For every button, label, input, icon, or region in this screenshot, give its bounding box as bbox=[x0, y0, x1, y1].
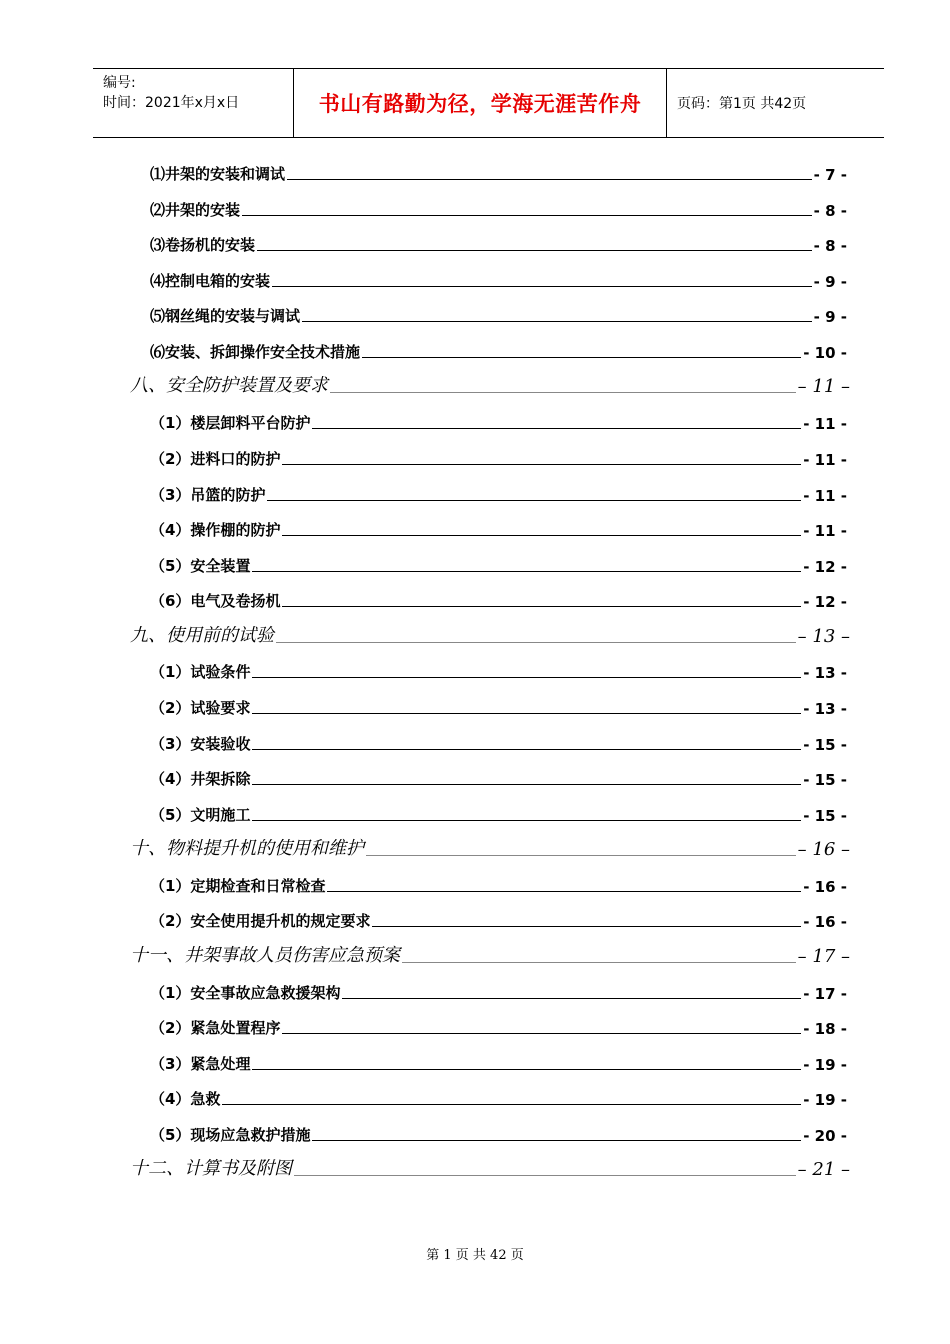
toc-entry-label: 八、安全防护装置及要求 bbox=[130, 375, 328, 396]
toc-leader-line bbox=[287, 178, 812, 180]
toc-entry[interactable] bbox=[150, 233, 847, 255]
toc-entry[interactable] bbox=[130, 1158, 850, 1180]
toc-entry[interactable] bbox=[130, 838, 850, 860]
toc-entry[interactable] bbox=[150, 1052, 847, 1074]
toc-leader-line bbox=[272, 285, 812, 287]
toc-leader-line bbox=[252, 676, 801, 678]
toc-entry[interactable] bbox=[150, 304, 847, 326]
toc-entry-page: - 11 - bbox=[803, 451, 847, 469]
toc-entry[interactable] bbox=[150, 874, 847, 896]
toc-entry-label: （1）安全事故应急救援架构 bbox=[150, 984, 341, 1002]
toc-entry-page: - 8 - bbox=[813, 237, 847, 255]
page-footer: 第 1 页 共 42 页 bbox=[426, 1248, 524, 1263]
toc-entry-label: （5）安全装置 bbox=[150, 557, 251, 575]
toc-leader-line bbox=[362, 356, 801, 358]
toc-entry[interactable] bbox=[130, 625, 850, 647]
toc-leader-line bbox=[242, 214, 812, 216]
toc-entry-page: – 21 – bbox=[797, 1159, 850, 1180]
toc-entry-page: - 13 - bbox=[803, 700, 847, 718]
toc-entry[interactable] bbox=[150, 554, 847, 576]
toc-entry[interactable] bbox=[150, 340, 847, 362]
toc-entry[interactable] bbox=[150, 981, 847, 1003]
toc-entry-label: （2）试验要求 bbox=[150, 699, 251, 717]
toc-leader-line bbox=[366, 854, 796, 856]
toc-leader-line bbox=[252, 712, 801, 714]
toc-entry[interactable] bbox=[150, 1087, 847, 1109]
toc-entry-label: ⑹安装、拆卸操作安全技术措施 bbox=[150, 343, 361, 361]
toc-leader-line bbox=[252, 783, 801, 785]
toc-entry-page: - 15 - bbox=[803, 771, 847, 789]
toc-entry[interactable] bbox=[150, 1123, 847, 1145]
toc-entry-label: （3）紧急处理 bbox=[150, 1055, 251, 1073]
toc-entry[interactable] bbox=[150, 767, 847, 789]
toc-entry-page: - 20 - bbox=[803, 1127, 847, 1145]
toc-entry-page: – 13 – bbox=[797, 626, 850, 647]
toc-entry-page: – 16 – bbox=[797, 839, 850, 860]
toc-leader-line bbox=[252, 748, 801, 750]
toc-entry-page: - 10 - bbox=[803, 344, 847, 362]
toc-entry[interactable] bbox=[150, 1016, 847, 1038]
toc-entry-label: ⑵井架的安装 bbox=[150, 201, 241, 219]
toc-entry-page: - 15 - bbox=[803, 736, 847, 754]
toc-entry-label: （6）电气及卷扬机 bbox=[150, 592, 281, 610]
toc-entry-label: （2）进料口的防护 bbox=[150, 450, 281, 468]
toc-entry-page: - 7 - bbox=[813, 166, 847, 184]
toc-entry-label: 九、使用前的试验 bbox=[130, 625, 274, 646]
toc-leader-line bbox=[342, 997, 801, 999]
toc-entry-page: - 12 - bbox=[803, 593, 847, 611]
toc-entry[interactable] bbox=[150, 518, 847, 540]
toc-entry-page: - 11 - bbox=[803, 487, 847, 505]
toc-leader-line bbox=[267, 499, 801, 501]
toc-leader-line bbox=[222, 1103, 801, 1105]
toc-entry-page: - 19 - bbox=[803, 1091, 847, 1109]
toc-entry-label: （4）急救 bbox=[150, 1090, 221, 1108]
toc-entry-page: - 8 - bbox=[813, 202, 847, 220]
toc-entry[interactable] bbox=[150, 447, 847, 469]
toc-leader-line bbox=[302, 320, 812, 322]
serial-label: 编号: bbox=[103, 75, 136, 91]
toc-entry-page: - 18 - bbox=[803, 1020, 847, 1038]
toc-entry[interactable] bbox=[150, 198, 847, 220]
toc-entry-label: （5）文明施工 bbox=[150, 806, 251, 824]
toc-leader-line bbox=[327, 890, 801, 892]
header-meta bbox=[93, 69, 294, 137]
toc-entry[interactable] bbox=[150, 909, 847, 931]
toc-leader-line bbox=[282, 605, 801, 607]
toc-leader-line bbox=[372, 925, 801, 927]
toc-leader-line bbox=[276, 641, 796, 643]
toc-entry-label: （3）安装验收 bbox=[150, 735, 251, 753]
toc-leader-line bbox=[252, 570, 801, 572]
toc-leader-line bbox=[257, 249, 812, 251]
toc-leader-line bbox=[252, 1068, 801, 1070]
toc-entry-label: （1）定期检查和日常检查 bbox=[150, 877, 326, 895]
toc-entry[interactable] bbox=[150, 696, 847, 718]
toc-entry-label: ⑶卷扬机的安装 bbox=[150, 236, 256, 254]
toc-entry-label: ⑸钢丝绳的安装与调试 bbox=[150, 307, 301, 325]
toc-entry-page: - 9 - bbox=[813, 273, 847, 291]
toc-leader-line bbox=[294, 1174, 796, 1176]
toc-entry-label: （4）井架拆除 bbox=[150, 770, 251, 788]
toc-leader-line bbox=[282, 534, 801, 536]
toc-entry-label: （5）现场应急救护措施 bbox=[150, 1126, 311, 1144]
toc-entry-page: - 16 - bbox=[803, 878, 847, 896]
toc-entry-label: 十二、计算书及附图 bbox=[130, 1158, 292, 1179]
toc-leader-line bbox=[330, 391, 796, 393]
toc-entry-page: - 15 - bbox=[803, 807, 847, 825]
toc-entry[interactable] bbox=[150, 589, 847, 611]
toc-entry-page: - 13 - bbox=[803, 664, 847, 682]
toc-entry-label: （4）操作棚的防护 bbox=[150, 521, 281, 539]
toc-entry-page: - 17 - bbox=[803, 985, 847, 1003]
toc-entry-page: - 19 - bbox=[803, 1056, 847, 1074]
toc-entry-label: ⑴井架的安装和调试 bbox=[150, 165, 286, 183]
toc-entry-label: （3）吊篮的防护 bbox=[150, 486, 266, 504]
toc-entry-page: - 16 - bbox=[803, 913, 847, 931]
toc-entry[interactable] bbox=[130, 945, 850, 967]
toc-entry-page: – 17 – bbox=[797, 946, 850, 967]
toc-entry-label: ⑷控制电箱的安装 bbox=[150, 272, 271, 290]
toc-entry[interactable] bbox=[150, 162, 847, 184]
toc-leader-line bbox=[312, 427, 801, 429]
toc-entry-label: 十一、井架事故人员伤害应急预案 bbox=[130, 945, 400, 966]
page-header bbox=[93, 68, 884, 138]
toc-entry[interactable] bbox=[150, 411, 847, 433]
toc-entry[interactable] bbox=[150, 803, 847, 825]
toc-entry[interactable] bbox=[150, 483, 847, 505]
header-page-info: 页码：第1页 共42页 bbox=[677, 96, 807, 112]
toc-entry-page: - 12 - bbox=[803, 558, 847, 576]
toc-entry[interactable] bbox=[150, 269, 847, 291]
header-motto: 书山有路勤为径，学海无涯苦作舟 bbox=[294, 69, 667, 137]
toc-leader-line bbox=[252, 819, 801, 821]
toc-leader-line bbox=[282, 1032, 801, 1034]
toc-leader-line bbox=[402, 961, 796, 963]
toc-entry-label: （2）安全使用提升机的规定要求 bbox=[150, 912, 371, 930]
toc-entry-label: （2）紧急处置程序 bbox=[150, 1019, 281, 1037]
toc-entry[interactable] bbox=[130, 375, 850, 397]
toc-leader-line bbox=[282, 463, 801, 465]
toc-entry[interactable] bbox=[150, 660, 847, 682]
time-label: 时间：2021年x月x日 bbox=[103, 95, 240, 111]
toc-entry-label: （1）楼层卸料平台防护 bbox=[150, 414, 311, 432]
toc-entry[interactable] bbox=[150, 732, 847, 754]
toc-entry-page: – 11 – bbox=[797, 376, 850, 397]
toc-entry-page: - 11 - bbox=[803, 522, 847, 540]
toc-entry-label: 十、物料提升机的使用和维护 bbox=[130, 838, 364, 859]
toc-entry-page: - 11 - bbox=[803, 415, 847, 433]
toc-entry-label: （1）试验条件 bbox=[150, 663, 251, 681]
toc-leader-line bbox=[312, 1139, 801, 1141]
toc-entry-page: - 9 - bbox=[813, 308, 847, 326]
